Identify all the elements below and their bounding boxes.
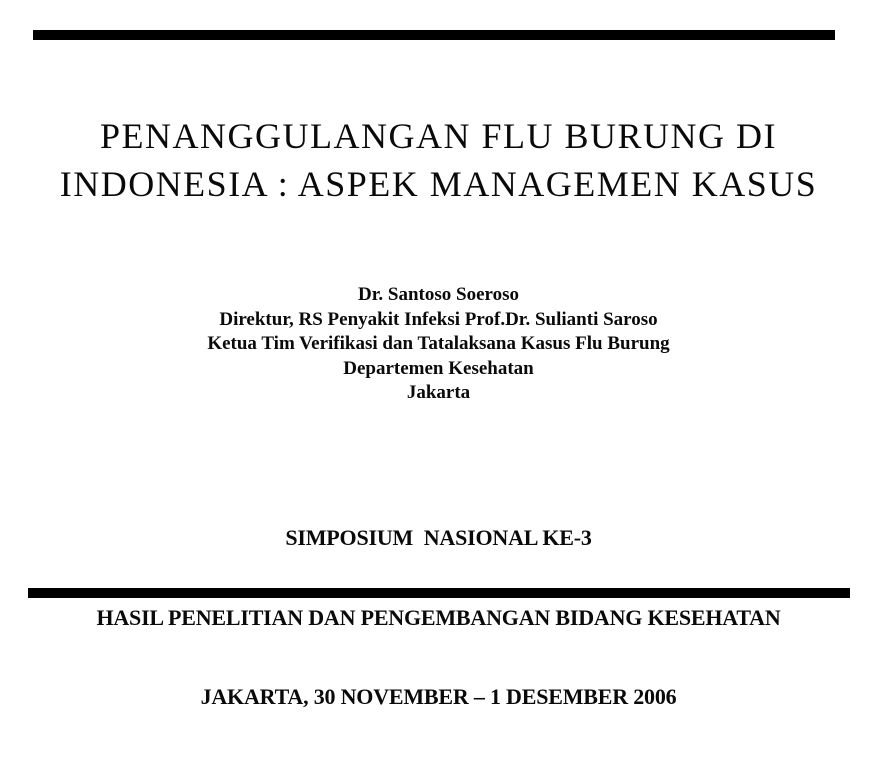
event-title: SIMPOSIUM NASIONAL KE-3: [285, 525, 592, 550]
slide-title: [0, 112, 877, 208]
bottom-horizontal-rule: [28, 588, 850, 598]
top-horizontal-rule: [33, 30, 835, 40]
slide-title-line-2: INDONESIA : ASPEK MANAGEMEN KASUS: [59, 164, 818, 204]
slide-title-line-1: PENANGGULANGAN FLU BURUNG DI: [100, 116, 777, 156]
event-date-location: JAKARTA, 30 NOVEMBER – 1 DESEMBER 2006: [200, 684, 677, 709]
author-block: [0, 283, 877, 406]
author-name: Dr. Santoso Soeroso: [358, 284, 519, 305]
author-city: Jakarta: [406, 382, 471, 403]
author-role: Ketua Tim Verifikasi dan Tatalaksana Kasus Flu Burung: [207, 333, 670, 354]
author-department: Departemen Kesehatan: [343, 357, 534, 379]
event-subtitle: HASIL PENELITIAN DAN PENGEMBANGAN BIDANG KESEHATAN: [96, 604, 781, 630]
event-block: [0, 472, 877, 764]
author-position: Direktur, RS Penyakit Infeksi Prof.Dr. Sulianti Saroso: [219, 308, 658, 330]
